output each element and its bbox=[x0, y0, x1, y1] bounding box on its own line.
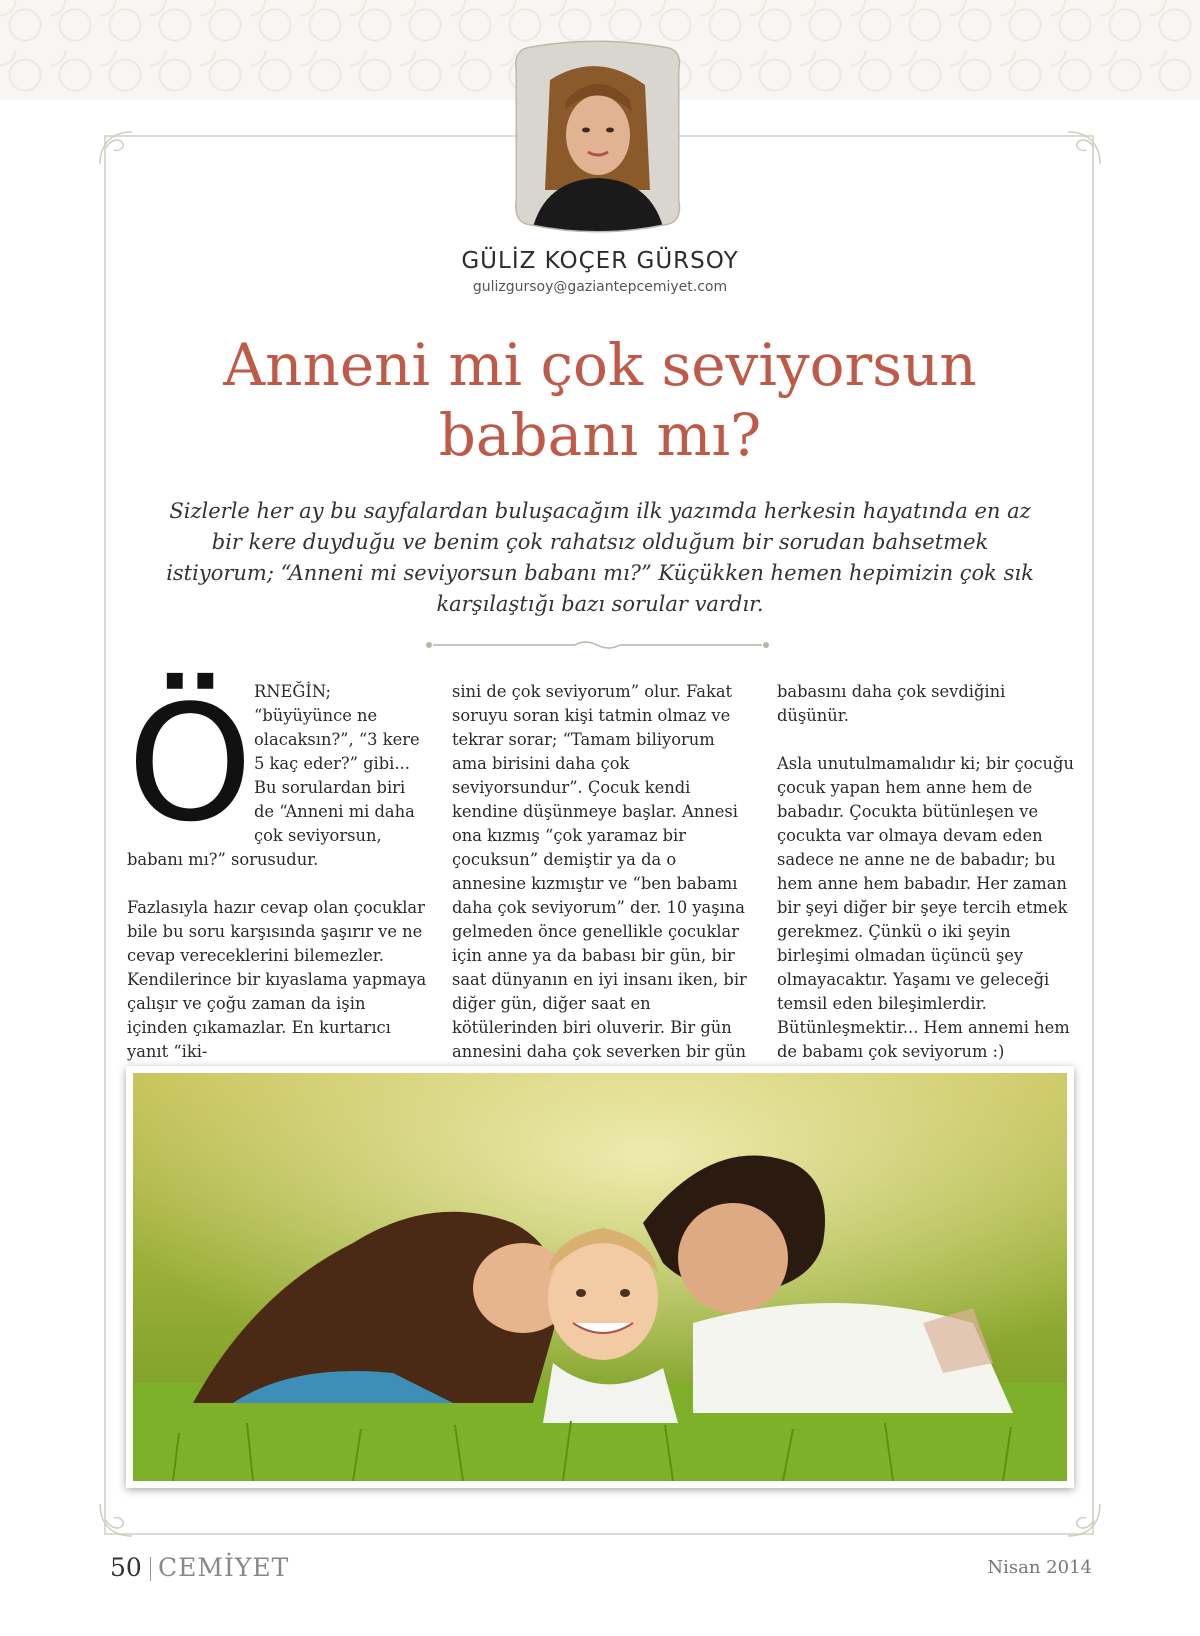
drop-cap: Ö bbox=[127, 670, 253, 857]
column-1-paragraph-2: Fazlasıyla hazır cevap olan çocuklar bile bu soru karşısında şaşırır ve ne cevap vereceklerini bilemezler. Kendilerince bir kıyaslama yapmaya çalışır ve çoğu zaman da işin içinden çıkamazlar. En kurtarıcı yanıt “iki- bbox=[127, 898, 427, 1061]
article-title-line2: babanı mı? bbox=[438, 401, 762, 469]
page-number: 50 bbox=[110, 1553, 142, 1582]
corner-ornament-bottom-right bbox=[1064, 1500, 1104, 1540]
family-photo bbox=[126, 1066, 1074, 1488]
footer-separator bbox=[150, 1557, 151, 1581]
article-title bbox=[150, 330, 1050, 470]
issue-date: Nisan 2014 bbox=[987, 1557, 1092, 1578]
ornamental-divider bbox=[425, 638, 770, 652]
corner-ornament-top-right bbox=[1064, 128, 1104, 168]
article-column-3 bbox=[777, 680, 1077, 1064]
article-column-2 bbox=[452, 680, 752, 1064]
column-2-paragraph-1: sini de çok seviyorum” olur. Fakat soruyu soran kişi tatmin olmaz ve tekrar sorar; “Tamam biliyorum ama birisini daha çok seviyorsundur”. Çocuk kendi kendine düşünmeye başlar. Annesi ona kızmış “çok yaramaz bir çocuksun” demiştir ya da o annesine kızmıştır ve “ben babamı daha çok seviyorum” der. 10 yaşına gelmeden önce genellikle çocuklar için anne ya da babası bir gün, bir saat dünyanın en iyi insanı iken, bir diğer gün, diğer saat en kötülerinden biri oluverir. Bir gün annesini daha çok severken bir gün bbox=[452, 682, 747, 1061]
magazine-name: CEMİYET bbox=[158, 1553, 290, 1582]
article-column-1 bbox=[127, 670, 427, 1064]
corner-ornament-bottom-left bbox=[96, 1500, 136, 1540]
article-lead: Sizlerle her ay bu sayfalardan buluşacağım ilk yazımda herkesin hayatında en az bir kere duyduğu ve benim çok rahatsız olduğum bir sorudan bahsetmek istiyorum; “Anneni mi seviyorsun babanı mı?” Küçükken hemen hepimizin çok sık karşılaştığı bazı sorular vardır. bbox=[166, 499, 1034, 616]
author-portrait bbox=[510, 40, 685, 235]
author-email: gulizgursoy@gaziantepcemiyet.com bbox=[472, 279, 728, 295]
column-3-paragraph-1: babasını daha çok sevdiğini düşünür. bbox=[777, 682, 1006, 725]
column-1-paragraph-1: RNEĞİN; “büyüyünce ne olacaksın?”, “3 kere 5 kaç eder?” gibi... Bu sorulardan biri de “Anneni mi daha çok seviyorsun, babanı mı?” sorusudur. bbox=[127, 682, 420, 869]
column-3-paragraph-2: Asla unutulmamalıdır ki; bir çocuğu çocuk yapan hem anne hem de babadır. Çocukta bütünleşen ve çocukta var olmaya devam eden sadece ne anne ne de babadır; bu hem anne hem babadır. Her zaman bir şeyi diğer bir şeye tercih etmek gerekmez. Çünkü o iki şeyin birleşimi olmadan üçüncü şey olmayacaktır. Yaşamı ve geleceği temsil eden bileşimlerdir. Bütünleşmektir... Hem annemi hem de babamı çok seviyorum :) bbox=[777, 754, 1074, 1061]
corner-ornament-top-left bbox=[96, 128, 136, 168]
author-name: GÜLİZ KOÇER GÜRSOY bbox=[461, 248, 739, 274]
article-title-line1: Anneni mi çok seviyorsun bbox=[223, 331, 977, 399]
